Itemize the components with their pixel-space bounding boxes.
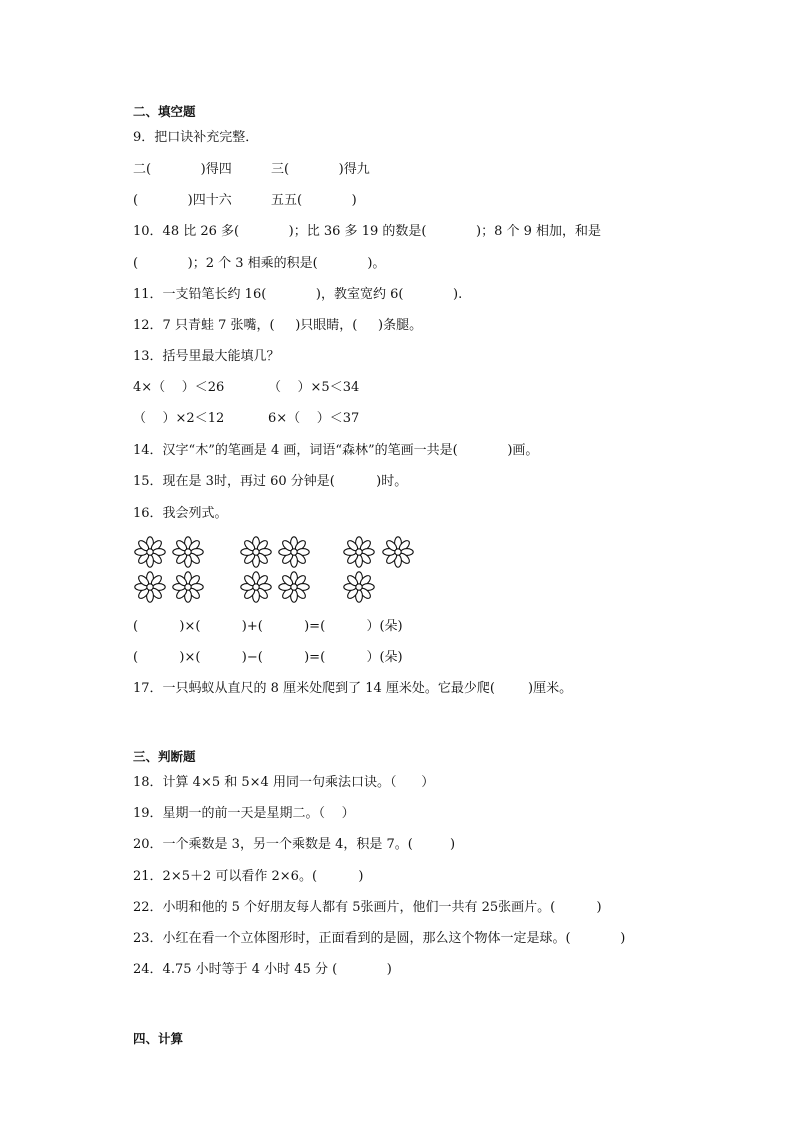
section-heading-judge: 三、判断题 [133,749,196,764]
flower-icon [134,571,166,603]
question-19: 19．星期一的前一天是星期二。（ ） [133,806,355,821]
flower-icon [172,571,204,603]
flower-icon [240,536,272,568]
question-17: 17．一只蚂蚁从直尺的 8 厘米处爬到了 14 厘米处。它最少爬( )厘米。 [133,681,573,696]
flower-icon [382,536,414,568]
question-21: 21．2×5＋2 可以看作 2×6。( ) [133,869,364,884]
question-10-line-1: 10．48 比 26 多( )；比 36 多 19 的数是( )；8 个 9 相加，和是 [133,224,602,239]
question-9-blank-2: 三( )得九 [271,162,370,177]
section-heading-fill: 二、填空题 [133,104,196,119]
question-16-equation-2: ( )×( )−( )=( ）(朵) [133,650,403,665]
question-24: 24．4.75 小时等于 4 小时 45 分 ( ) [133,962,392,977]
question-14: 14．汉字“木”的笔画是 4 画，词语“森林”的笔画一共是( )画。 [133,443,539,458]
question-23: 23．小红在看一个立体图形时，正面看到的是圆，那么这个物体一定是球。( ) [133,931,626,946]
flower-icon [278,571,310,603]
question-13-item-d: 6×（ ）＜37 [268,411,360,426]
question-22: 22．小明和他的 5 个好朋友每人都有 5张画片，他们一共有 25张画片。( ) [133,900,602,915]
question-9-blank-4: 五五( ) [271,193,357,208]
question-20: 20．一个乘数是 3，另一个乘数是 4，积是 7。( ) [133,837,456,852]
flower-icon [134,536,166,568]
question-13-item-a: 4×（ ）＜26 [133,380,225,395]
question-13-title: 13．括号里最大能填几？ [133,349,280,364]
question-12: 12．7 只青蛙 7 张嘴，( )只眼睛，( )条腿。 [133,318,423,333]
question-9-title: 9．把口诀补充完整． [133,130,259,145]
question-16-equation-1: ( )×( )+( )=( ）(朵) [133,619,403,634]
question-16-title: 16．我会列式。 [133,506,228,521]
question-15: 15．现在是 3时，再过 60 分钟是( )时。 [133,474,408,489]
question-18: 18．计算 4×5 和 5×4 用同一句乘法口诀。（ ） [133,775,435,790]
question-10-line-2: ( )；2 个 3 相乘的积是( )。 [133,256,386,271]
flower-icon [343,571,375,603]
flower-icon [278,536,310,568]
flower-icon [343,536,375,568]
flower-icon [240,571,272,603]
question-9-blank-3: ( )四十六 [133,193,232,208]
question-13-item-c: （ ）×2＜12 [133,411,225,426]
question-9-blank-1: 二( )得四 [133,162,232,177]
question-11: 11．一支铅笔长约 16( )，教室宽约 6( ). [133,287,463,302]
section-heading-calc: 四、计算 [133,1031,184,1046]
flower-icon [172,536,204,568]
question-13-item-b: （ ）×5＜34 [268,380,360,395]
